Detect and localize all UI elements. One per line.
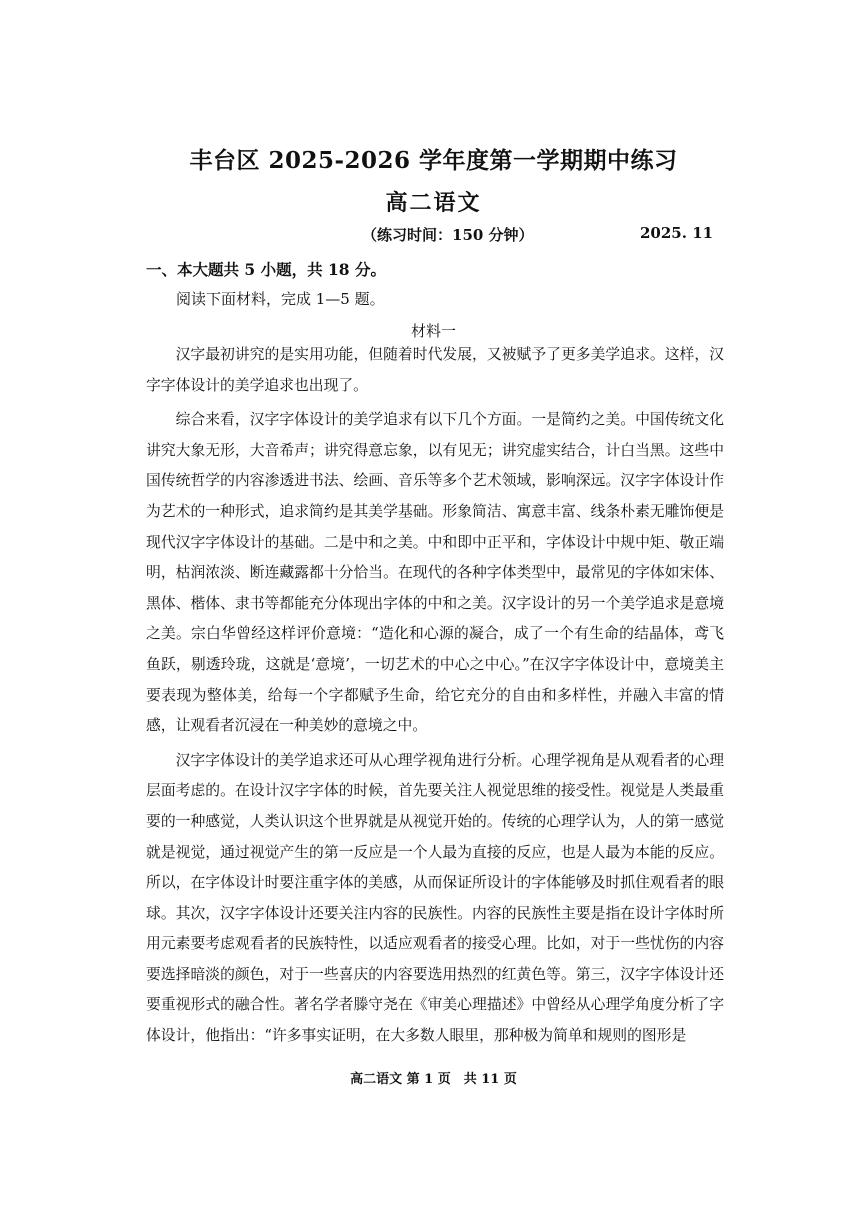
material-title: 材料一 [410,322,456,340]
passage-body [146,340,724,1052]
subject-title: 高二语文 [385,190,482,216]
reading-instruction: 阅读下面材料，完成 1—5 题。 [176,290,385,308]
section-heading: 一、本大题共 5 小题，共 18 分。 [146,260,386,279]
exam-duration: （练习时间：150 分钟） [362,226,534,244]
exam-title: 丰台区 2025-2026 学年度第一学期期中练习 [189,147,678,174]
page-footer: 高二语文 第 1 页 共 11 页 [350,1072,517,1087]
paragraph: 汉字字体设计的美学追求还可从心理学视角进行分析。心理学视角是从观看者的心理层面考虑的。在设计汉字字体的时候，首先要关注人视觉思维的接受性。视觉是人类最重要的一种感觉，人类认识这个世界就是从视觉开始的。传统的心理学认为，人的第一感觉就是视觉，通过视觉产生的第一反应是一个人最为直接的反应，也是人最为本能的反应。所以，在字体设计时要注重字体的美感，从而保证所设计的字体能够及时抓住观看者的眼球。其次，汉字字体设计还要关注内容的民族性。内容的民族性主要是指在设计字体时所用元素要考虑观看者的民族特性，以适应观看者的接受心理。比如，对于一些忧伤的内容要选择暗淡的颜色，对于一些喜庆的内容要选用热烈的红黄色等。第三，汉字字体设计还要重视形式的融合性。著名学者滕守尧在《审美心理描述》中曾经从心理学角度分析了字体设计，他指出：“许多事实证明，在大多数人眼里，那种极为简单和规则的图形是 [146,751,724,1045]
paragraph: 综合来看，汉字字体设计的美学追求有以下几个方面。一是简约之美。中国传统文化讲究大象无形，大音希声；讲究得意忘象，以有见无；讲究虚实结合，计白当黑。这些中国传统哲学的内容渗透进书法、绘画、音乐等多个艺术领域，影响深远。汉字字体设计作为艺术的一种形式，追求简约是其美学基础。形象简洁、寓意丰富、线条朴素无雕饰便是现代汉字字体设计的基础。二是中和之美。中和即中正平和，字体设计中规中矩、敬正端明，枯润浓淡、断连藏露都十分恰当。在现代的各种字体类型中，最常见的字体如宋体、黑体、楷体、隶书等都能充分体现出字体的中和之美。汉字设计的另一个美学追求是意境之美。宗白华曾经这样评价意境：“造化和心源的凝合，成了一个有生命的结晶体，鸢飞鱼跃，剔透玲珑，这就是‘意境’，一切艺术的中心之中心。”在汉字字体设计中，意境美主要表现为整体美，给每一个字都赋予生命，给它充分的自由和多样性，并融入丰富的情感，让观看者沉浸在一种美妙的意境之中。 [146,411,724,735]
exam-date: 2025. 11 [640,224,714,242]
paragraph: 汉字最初讲究的是实用功能，但随着时代发展，又被赋予了更多美学追求。这样，汉字字体设计的美学追求也出现了。 [146,346,724,394]
